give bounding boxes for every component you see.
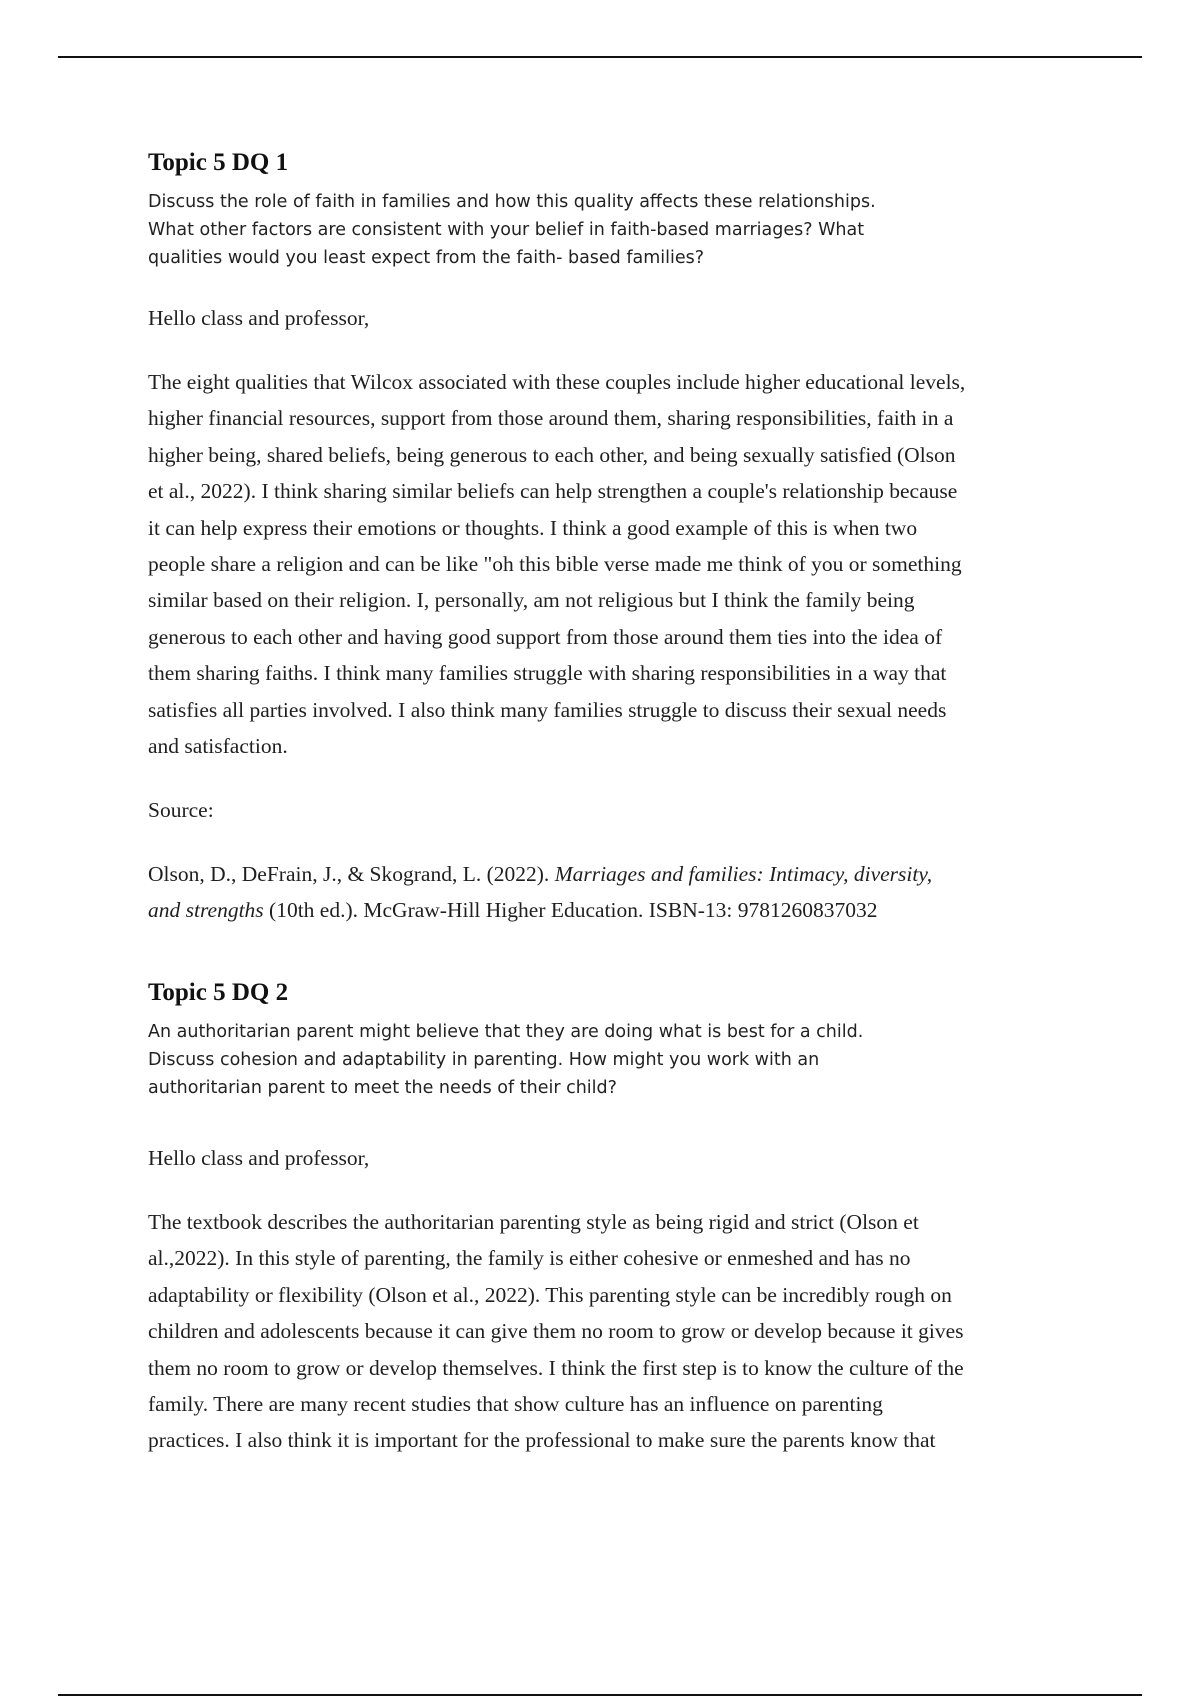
response-line: higher being, shared beliefs, being generous to each other, and being sexually satisfied (Olson [148, 442, 956, 467]
response-line: similar based on their religion. I, personally, am not religious but I think the family being [148, 588, 915, 613]
prompt-line: qualities would you least expect from the faith- based families? [148, 248, 705, 268]
prompt-line: What other factors are consistent with your belief in faith-based marriages? What [148, 220, 865, 240]
response-line: al.,2022). In this style of parenting, the family is either cohesive or enmeshed and has no [148, 1246, 911, 1271]
page-top-rule [58, 56, 1142, 58]
response-line: et al., 2022). I think sharing similar beliefs can help strengthen a couple's relationship because [148, 479, 958, 504]
response-line: higher financial resources, support from those around them, sharing responsibilities, faith in a [148, 406, 954, 431]
response-line: and satisfaction. [148, 734, 288, 759]
response-line: satisfies all parties involved. I also think many families struggle to discuss their sexual needs [148, 697, 947, 722]
response-line: them sharing faiths. I think many families struggle with sharing responsibilities in a way that [148, 661, 947, 686]
citation-publisher: (10th ed.). McGraw-Hill Higher Education. ISBN-13: 9781260837032 [263, 898, 878, 923]
citation-title-cont: and strengths [148, 898, 264, 923]
citation-line [148, 892, 1078, 928]
response-line: them no room to grow or develop themselves. I think the first step is to know the culture of the [148, 1355, 964, 1380]
response-line: practices. I also think it is important for the professional to make sure the parents know that [148, 1428, 936, 1453]
response-line: people share a religion and can be like "oh this bible verse made me think of you or something [148, 552, 962, 577]
response-line: adaptability or flexibility (Olson et al., 2022). This parenting style can be incredibly rough on [148, 1282, 952, 1307]
section-2-heading: Topic 5 DQ 2 [148, 979, 289, 1006]
prompt-line: Discuss the role of faith in families and how this quality affects these relationships. [148, 192, 876, 212]
section-1-greeting: Hello class and professor, [148, 306, 370, 330]
section-1-heading: Topic 5 DQ 1 [148, 149, 289, 176]
citation-title: Marriages and families: Intimacy, diversity, [554, 862, 933, 886]
response-line: it can help express their emotions or thoughts. I think a good example of this is when two [148, 515, 918, 540]
response-line: family. There are many recent studies that show culture has an influence on parenting [148, 1392, 883, 1417]
section-1-prompt [148, 188, 1078, 272]
prompt-line: Discuss cohesion and adaptability in parenting. How might you work with an [148, 1050, 820, 1070]
citation [148, 856, 1078, 929]
section-2-prompt [148, 1018, 1078, 1102]
prompt-line: An authoritarian parent might believe that they are doing what is best for a child. [148, 1022, 864, 1042]
response-line: children and adolescents because it can give them no room to grow or develop because it gives [148, 1319, 964, 1344]
section-2-response [148, 1204, 1078, 1459]
page-bottom-rule [58, 1694, 1142, 1696]
citation-line [148, 856, 1078, 892]
response-line: The eight qualities that Wilcox associated with these couples include higher educational levels, [148, 370, 966, 394]
citation-authors: Olson, D., DeFrain, J., & Skogrand, L. (2022). [148, 862, 555, 886]
section-1-response [148, 364, 1078, 764]
prompt-line: authoritarian parent to meet the needs of their child? [148, 1078, 617, 1098]
response-line: The textbook describes the authoritarian parenting style as being rigid and strict (Olson et [148, 1210, 919, 1234]
source-label: Source: [148, 798, 214, 822]
section-2-greeting: Hello class and professor, [148, 1146, 370, 1170]
response-line: generous to each other and having good support from those around them ties into the idea of [148, 624, 943, 649]
